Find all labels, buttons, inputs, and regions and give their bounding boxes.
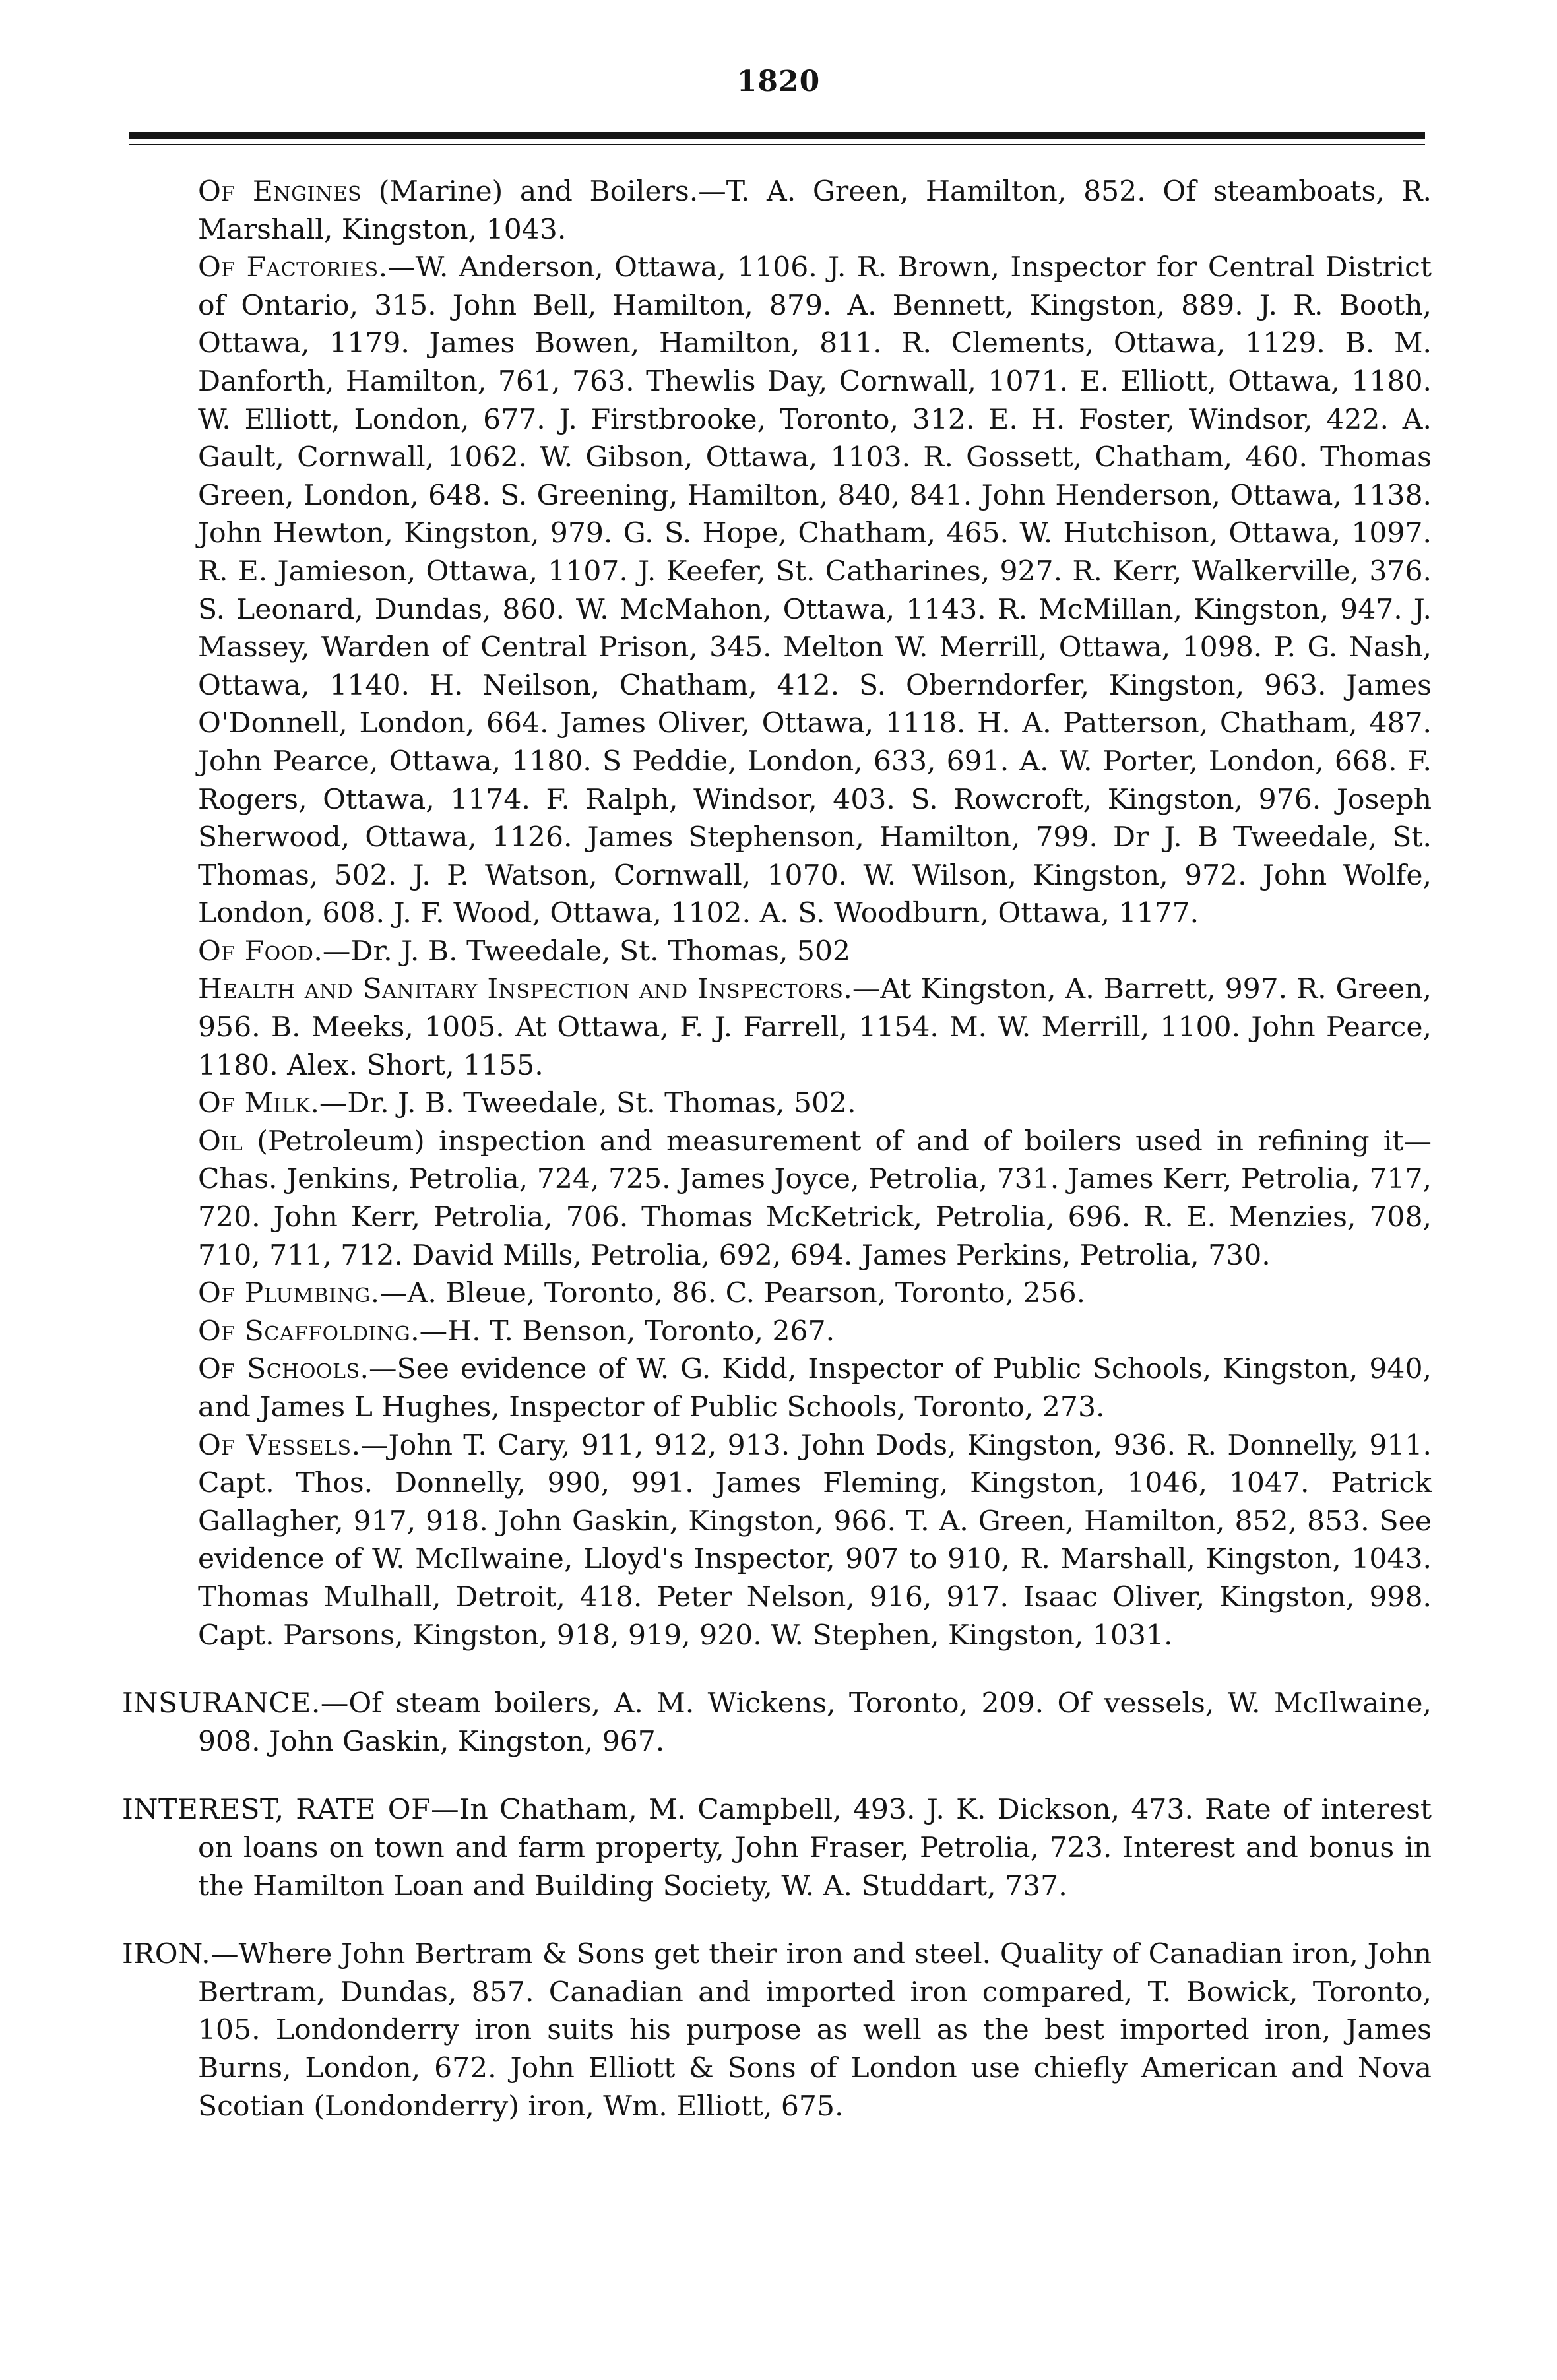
subentry-text: .—See evidence of W. G. Kidd, Inspector of Public Schools, Kingston, 940, and James L Hughes, Inspector of Public Schools, Toronto, 273. [198, 1353, 1432, 1424]
entry-interest [122, 1791, 1432, 1905]
subentry-text: .—W. Anderson, Ottawa, 1106. J. R. Brown, Inspector for Central District of Ontario, 315. John Bell, Hamilton, 879. A. Bennett, Kingston, 889. J. R. Booth, Ottawa, 1179. James Bowen, Hamilton, 811. R. Clements, Ottawa, 1129. B. M. Danforth, Hamilton, 761, 763. Thewlis Day, Cornwall, 1071. E. Elliott, Ottawa, 1180. W. Elliott, London, 677. J. Firstbrooke, Toronto, 312. E. H. Foster, Windsor, 422. A. Gault, Cornwall, 1062. W. Gibson, Ottawa, 1103. R. Gossett, Chatham, 460. Thomas Green, London, 648. S. Greening, Hamilton, 840, 841. John Henderson, Ottawa, 1138. John Hewton, Kingston, 979. G. S. Hope, Chatham, 465. W. Hutchison, Ottawa, 1097. R. E. Jamieson, Ottawa, 1107. J. Keefer, St. Catharines, 927. R. Kerr, Walkerville, 376. S. Leonard, Dundas, 860. W. McMahon, Ottawa, 1143. R. McMillan, Kingston, 947. J. Massey, Warden of Central Prison, 345. Melton W. Merrill, Ottawa, 1098. P. G. Nash, Ottawa, 1140. H. Neilson, Chatham, 412. S. Oberndorfer, Kingston, 963. James O'Donnell, London, 664. James Oliver, Ottawa, 1118. H. A. Patterson, Chatham, 487. John Pearce, Ottawa, 1180. S Peddie, London, 633, 691. A. W. Porter, London, 668. F. Rogers, Ottawa, 1174. F. Ralph, Windsor, 403. S. Rowcroft, Kingston, 976. Joseph Sherwood, Ottawa, 1126. James Stephenson, Hamilton, 799. Dr J. B Tweedale, St. Thomas, 502. J. P. Watson, Cornwall, 1070. W. Wilson, Kingston, 972. John Wolfe, London, 608. J. F. Wood, Ottawa, 1102. A. S. Woodburn, Ottawa, 1177. [198, 251, 1432, 930]
entry-heading: INSURANCE. [122, 1687, 321, 1720]
subentry-food [198, 933, 1432, 971]
entry-insurance [122, 1685, 1432, 1761]
subentry-milk [198, 1084, 1432, 1123]
subentry-lead: Of Scaffolding [198, 1315, 411, 1348]
subentry-lead: Of Food [198, 935, 314, 968]
subentry-health [198, 970, 1432, 1084]
entry-heading: IRON. [122, 1938, 211, 1971]
subentry-plumbing [198, 1274, 1432, 1313]
entry-heading: INTEREST, RATE OF [122, 1794, 431, 1827]
subentry-lead: Of Engines [198, 175, 362, 208]
entry-text: —In Chatham, M. Campbell, 493. J. K. Dickson, 473. Rate of interest on loans on town and farm property, John Fraser, Petrolia, 723. Interest and bonus in the Hamilton Loan and Building Society, W. A. Studdart, 737. [198, 1794, 1432, 1902]
subentry-oil [198, 1123, 1432, 1274]
subentry-scaffolding [198, 1313, 1432, 1351]
subentry-text: .—H. T. Benson, Toronto, 267. [410, 1315, 835, 1348]
subentry-text: .—At Kingston, A. Barrett, 997. R. Green, 956. B. Meeks, 1005. At Ottawa, F. J. Farrell, 1154. M. W. Merrill, 1100. John Pearce, 1180. Alex. Short, 1155. [198, 973, 1432, 1082]
subentry-vessels [198, 1427, 1432, 1655]
header-rule-thin [129, 144, 1425, 145]
subentry-lead: Health and Sanitary Inspection and Inspectors [198, 973, 844, 1006]
subentry-lead: Of Schools [198, 1353, 360, 1386]
subentry-text: (Petroleum) inspection and measurement of and of boilers used in refining it—Chas. Jenkins, Petrolia, 724, 725. James Joyce, Petrolia, 731. James Kerr, Petrolia, 717, 720. John Kerr, Petrolia, 706. Thomas McKetrick, Petrolia, 696. R. E. Menzies, 708, 710, 711, 712. David Mills, Petrolia, 692, 694. James Perkins, Petrolia, 730. [198, 1125, 1432, 1272]
subentry-text: .—Dr. J. B. Tweedale, St. Thomas, 502. [310, 1087, 856, 1120]
entry-text: —Of steam boilers, A. M. Wickens, Toronto, 209. Of vessels, W. McIlwaine, 908. John Gaskin, Kingston, 967. [198, 1687, 1432, 1758]
entry-iron [122, 1935, 1432, 2125]
page-number: 1820 [736, 65, 821, 98]
index-content [122, 173, 1432, 2125]
subentry-schools [198, 1350, 1432, 1426]
subentry-text: .—John T. Cary, 911, 912, 913. John Dods, Kingston, 936. R. Donnelly, 911. Capt. Thos. Donnelly, 990, 991. James Fleming, Kingston, 1046, 1047. Patrick Gallagher, 917, 918. John Gaskin, Kingston, 966. T. A. Green, Hamilton, 852, 853. See evidence of W. McIlwaine, Lloyd's Inspector, 907 to 910, R. Marshall, Kingston, 1043. Thomas Mulhall, Detroit, 418. Peter Nelson, 916, 917. Isaac Oliver, Kingston, 998. Capt. Parsons, Kingston, 918, 919, 920. W. Stephen, Kingston, 1031. [198, 1429, 1432, 1652]
subentry-lead: Of Factories [198, 251, 379, 284]
subentry-lead: Of Plumbing [198, 1277, 371, 1310]
subentry-lead: Of Milk [198, 1087, 311, 1120]
entry-text: —Where John Bertram & Sons get their iron and steel. Quality of Canadian iron, John Bertram, Dundas, 857. Canadian and imported iron compared, T. Bowick, Toronto, 105. Londonderry iron suits his purpose as well as the best imported iron, James Burns, London, 672. John Elliott & Sons of London use chiefly American and Nova Scotian (Londonderry) iron, Wm. Elliott, 675. [198, 1938, 1432, 2123]
subentry-engines [198, 173, 1432, 249]
subentry-lead: Of Vessels [198, 1429, 352, 1462]
header-rule-thick [129, 132, 1425, 139]
subentry-factories [198, 249, 1432, 933]
subentry-text: .—Dr. J. B. Tweedale, St. Thomas, 502 [313, 935, 851, 968]
subentry-text: (Marine) and Boilers.—T. A. Green, Hamilton, 852. Of steamboats, R. Marshall, Kingston, 1043. [198, 175, 1432, 246]
subentry-lead: Oil [198, 1125, 243, 1158]
subentry-text: .—A. Bleue, Toronto, 86. C. Pearson, Toronto, 256. [370, 1277, 1086, 1310]
